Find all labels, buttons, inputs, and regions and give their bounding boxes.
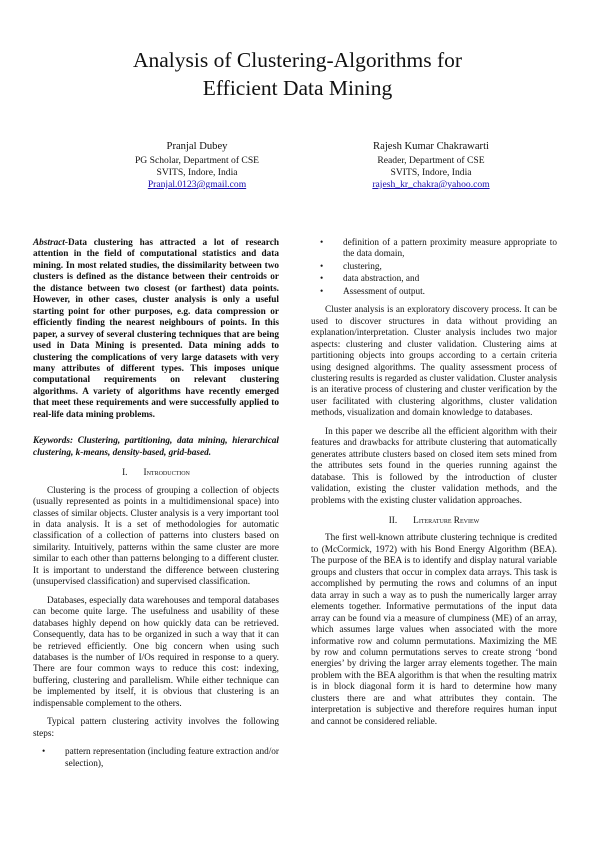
intro-paragraph-4: Cluster analysis is an exploratory discovery process. It can be used to discover structures in data without providing an explanation/interpretation. Cluster analysis includes two major aspects: clustering and cluster validation. Clustering aims at partitioning objects into groups according to a certain criteria using designed algorithms. The quality assessment process of clustering results is regarded as cluster validation. Cluster analysis is an iterative process of clustering and cluster verification by the user facilitated with clustering algorithms, cluster validation methods, visualization and domain knowledge to databases. [311, 305, 557, 419]
list-item [33, 747, 279, 770]
title-line-2: Efficient Data Mining [202, 76, 393, 100]
left-column [33, 238, 279, 770]
section-number: I. [122, 468, 128, 479]
section-title: Introduction [143, 468, 190, 479]
bullet-icon: • [320, 274, 324, 285]
steps-list [33, 747, 279, 770]
list-item-text: pattern representation (including feature extraction and/or selection), [65, 747, 279, 769]
steps-list-continued [311, 238, 557, 298]
intro-paragraph-3: Typical pattern clustering activity involves the following steps: [33, 717, 279, 739]
list-item [311, 287, 557, 298]
author-name: Pranjal Dubey [166, 141, 228, 152]
author-role: PG Scholar, Department of CSE [134, 154, 260, 166]
author-role: Reader, Department of CSE [377, 154, 485, 166]
bullet-icon: • [42, 747, 46, 758]
author-affiliation: SVITS, Indore, India [390, 166, 472, 178]
intro-paragraph-2: Databases, especially data warehouses and temporal databases can become quite large. The usefulness and usability of these databases highly depend on how quickly data can be retrieved. Consequently, data has to be organized in such a way that it can be retrieved efficiently. One big concern when using such databases is the number of I/Os required in response to a query. There are four common ways to reduce this cost: indexing, buffering, clustering and parallelism. While either technique can be implemented by itself, it is obvious that clustering is an indispensable complement to the others. [33, 595, 279, 709]
literature-paragraph-1: The first well-known attribute clustering technique is credited to (McCormick, 1972) with his Bond Energy Algorithm (BEA). The purpose of the BEA is to identify and display natural variable groups and clusters that occur in complex data arrays. This task is accomplished by permuting the rows and columns of an input data array in such a way as to push the numerically larger array elements together. Informative permutations of the input data array can be found via a measure of clumpiness (ME) of an array, which assumes large values when associated with the more informative row and column permutations. Maximizing the ME by row and column permutations serves to create strong ‘bond energies’ by driving the larger array elements together. The main problem with the BEA algorithm is that when the resulting matrix is in block diagonal form it is hard to determine how many clusters there are and what attributes they contain. The interpretation is subjective and therefore requires human input and cannot be considered reliable. [311, 533, 557, 727]
list-item-text: clustering, [343, 261, 382, 272]
intro-paragraph-1: Clustering is the process of grouping a collection of objects (usually represented as points in a multidimensional space) into classes of similar objects. Cluster analysis is a very important tool in data analysis. It is a set of methodologies for automatic classification of a collection of patterns into clusters based on similarity. Intuitively, patterns within the same cluster are more similar to each other than patterns belonging to a different cluster. It is important to understand the difference between clustering (unsupervised classification) and supervised classification. [33, 485, 279, 588]
list-item-text: definition of a pattern proximity measure appropriate to the data domain, [343, 238, 557, 260]
author-email-link[interactable]: Pranjal.0123@gmail.com [147, 178, 247, 190]
list-item-text: data abstraction, and [343, 274, 420, 285]
list-item [311, 262, 557, 273]
list-item-text: Assessment of output. [343, 286, 425, 297]
author-block-2 [331, 140, 531, 191]
section-number: II. [388, 515, 398, 526]
keywords-text: Clustering, partitioning, data mining, hierarchical clustering, k-means, density-based, grid-based. [33, 436, 279, 458]
abstract-text: Data clustering has attracted a lot of research attention in the field of computational statistics and data mining. In most related studies, the dissimilarity between two clusters is defined as the distance between their centroids or the distance between two closest (or farthest) data points. However, in other cases, cluster analysis is only a useful starting point for other purposes, e.g. data compression or efficiently finding the nearest neighbours of points. In this paper, a survey of several clustering techniques that are being used in Data Mining is presented. Data mining adds to clustering the complications of very large datasets with very many attributes of different types. This imposes unique computational requirements on relevant clustering algorithms. A variety of algorithms have recently emerged that meet these requirements and were successfully applied to real-life data mining problems. [33, 238, 279, 420]
author-block-1 [97, 140, 297, 191]
author-affiliation: SVITS, Indore, India [156, 166, 238, 178]
title-line-1: Analysis of Clustering-Algorithms for [132, 48, 463, 72]
author-email-link[interactable]: rajesh_kr_chakra@yahoo.com [372, 178, 490, 190]
abstract-lead: Abstract- [33, 238, 68, 248]
bullet-icon: • [320, 238, 324, 248]
paper-title [40, 46, 555, 102]
bullet-icon: • [320, 261, 324, 272]
bullet-icon: • [320, 286, 324, 297]
list-item [311, 274, 557, 285]
right-column [311, 238, 557, 728]
section-heading-introduction [33, 468, 279, 479]
keywords-lead: Keywords: [33, 436, 74, 447]
intro-paragraph-5: In this paper we describe all the efficient algorithm with their features and drawbacks for attribute clustering that automatically generates attribute clusters based on closed item sets mined from the attributes sets found in the queries running against the database. This is followed by the introduction of cluster validation, existing the cluster validation methods, and the problems with the existing cluster validation approaches. [311, 426, 557, 506]
keywords [33, 436, 279, 459]
section-heading-literature-review [311, 516, 557, 527]
section-title: Literature Review [413, 515, 480, 526]
author-name: Rajesh Kumar Chakrawarti [373, 141, 489, 152]
list-item [311, 238, 557, 261]
abstract [33, 238, 279, 421]
